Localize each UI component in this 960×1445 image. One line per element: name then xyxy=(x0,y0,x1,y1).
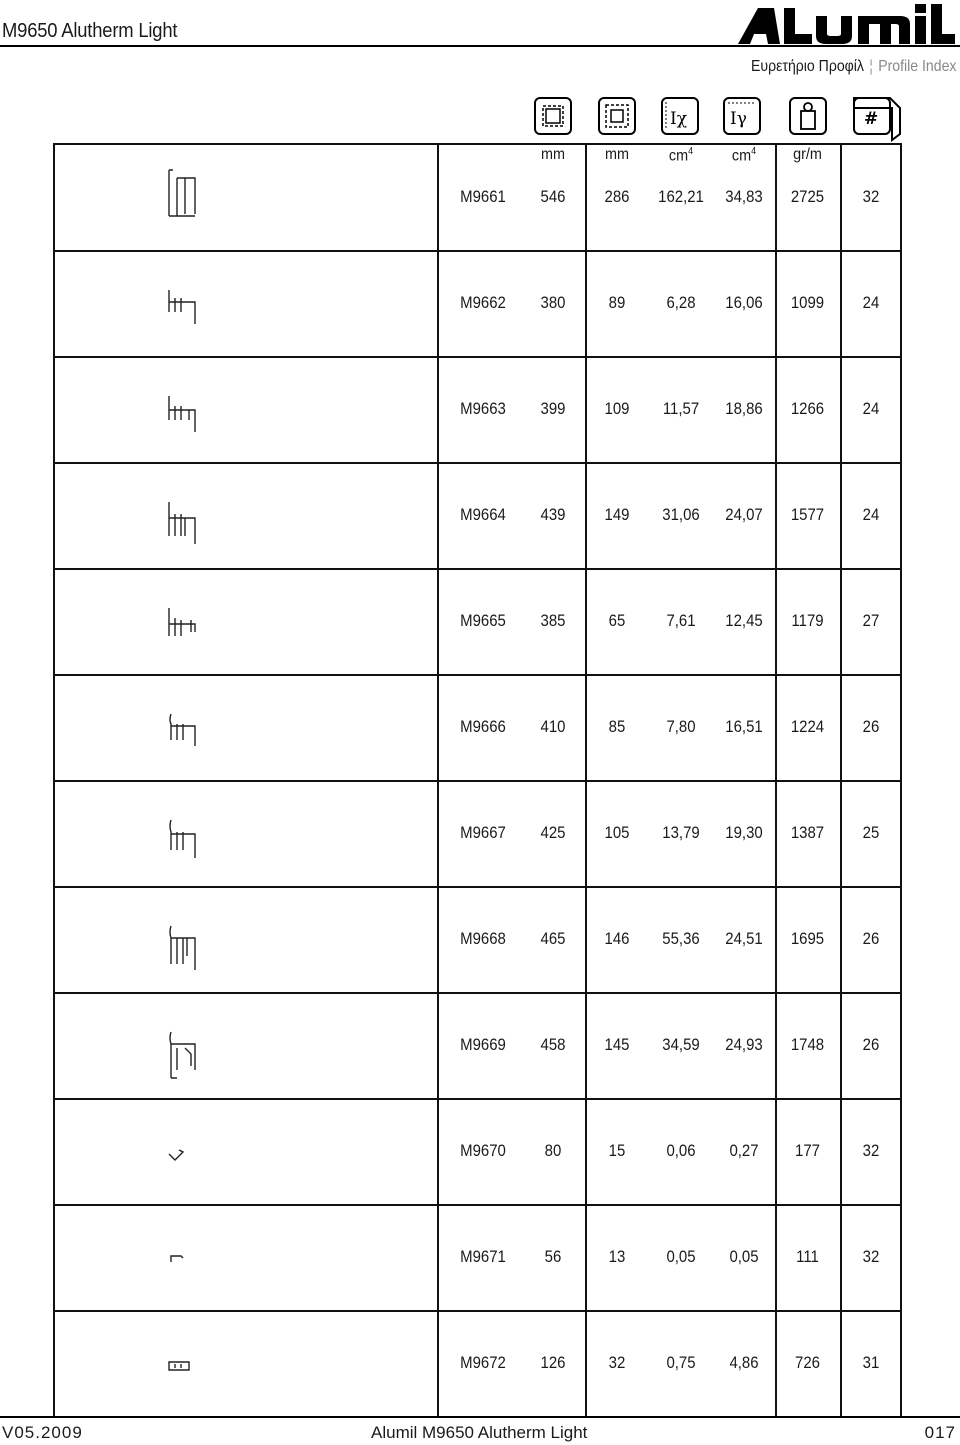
cell-iy: 0,05 xyxy=(729,1247,759,1266)
cell-page: 32 xyxy=(862,187,880,206)
cell-p-in: 15 xyxy=(608,1141,626,1160)
cell-p-out: 56 xyxy=(544,1247,562,1266)
cell-iy: 24,51 xyxy=(725,929,763,948)
cell-p-in: 149 xyxy=(604,505,630,524)
cell-code: M9666 xyxy=(460,717,506,736)
cell-p-in: 32 xyxy=(608,1353,626,1372)
cell-weight: 1266 xyxy=(790,399,825,418)
cell-ix: 6,28 xyxy=(666,293,696,312)
profile-sketch xyxy=(160,1026,210,1086)
cell-code: M9664 xyxy=(460,505,506,524)
cell-code: M9662 xyxy=(460,293,506,312)
profile-sketch xyxy=(160,1344,210,1404)
cell-p-out: 425 xyxy=(540,823,566,842)
cell-iy: 18,86 xyxy=(725,399,763,418)
table-row xyxy=(0,886,960,992)
table-row xyxy=(0,1098,960,1204)
table-row xyxy=(0,462,960,568)
cell-page: 25 xyxy=(862,823,880,842)
alumil-logo xyxy=(734,2,956,46)
profile-sketch xyxy=(160,390,210,450)
cell-weight: 1748 xyxy=(790,1035,825,1054)
profile-sketch xyxy=(160,920,210,980)
cell-p-in: 109 xyxy=(604,399,630,418)
cell-code: M9663 xyxy=(460,399,506,418)
cell-p-in: 105 xyxy=(604,823,630,842)
cell-p-out: 546 xyxy=(540,187,566,206)
cell-p-in: 89 xyxy=(608,293,626,312)
header-rule xyxy=(0,45,960,47)
cell-weight: 1695 xyxy=(790,929,825,948)
svg-text:Iγ: Iγ xyxy=(730,109,747,129)
profile-sketch xyxy=(160,164,210,224)
cell-iy: 24,93 xyxy=(725,1035,763,1054)
profile-sketch xyxy=(160,602,210,662)
unit-outer-perimeter: mm xyxy=(541,146,565,163)
cell-p-in: 286 xyxy=(604,187,630,206)
cell-ix: 0,75 xyxy=(666,1353,696,1372)
cell-iy: 16,06 xyxy=(725,293,763,312)
cell-weight: 1179 xyxy=(791,611,824,630)
cell-ix: 7,61 xyxy=(666,611,696,630)
cell-ix: 7,80 xyxy=(666,717,696,736)
cell-p-out: 399 xyxy=(540,399,566,418)
svg-text:Iχ: Iχ xyxy=(670,109,688,129)
subtitle-english: Profile Index xyxy=(877,58,956,75)
cell-code: M9667 xyxy=(460,823,506,842)
cell-page: 26 xyxy=(862,929,880,948)
cell-ix: 162,21 xyxy=(658,187,704,206)
cell-p-in: 145 xyxy=(604,1035,630,1054)
cell-p-in: 85 xyxy=(608,717,626,736)
unit-iy: $cm^4$ xyxy=(731,146,757,165)
table-row xyxy=(0,144,960,250)
cell-ix: 34,59 xyxy=(662,1035,700,1054)
cell-p-out: 410 xyxy=(540,717,566,736)
outer-perimeter-icon xyxy=(533,96,573,136)
cell-code: M9672 xyxy=(460,1353,506,1372)
cell-page: 24 xyxy=(862,399,880,418)
unit-weight: gr/m xyxy=(793,146,822,163)
footer-title: Alumil M9650 Alutherm Light xyxy=(371,1423,588,1442)
cell-page: 26 xyxy=(862,717,880,736)
cell-code: M9661 xyxy=(460,187,506,206)
cell-page: 24 xyxy=(862,293,880,312)
moment-of-inertia-x-icon xyxy=(660,96,700,136)
page-subtitle xyxy=(751,58,956,76)
profile-sketch xyxy=(160,284,210,344)
cell-code: M9670 xyxy=(460,1141,506,1160)
cell-ix: 0,06 xyxy=(666,1141,696,1160)
cell-p-out: 380 xyxy=(540,293,566,312)
cell-code: M9669 xyxy=(460,1035,506,1054)
cell-weight: 1387 xyxy=(790,823,825,842)
cell-page: 32 xyxy=(862,1247,880,1266)
cell-page: 32 xyxy=(862,1141,880,1160)
table-row xyxy=(0,568,960,674)
cell-page: 26 xyxy=(862,1035,880,1054)
table-row xyxy=(0,250,960,356)
profile-sketch xyxy=(160,1132,210,1192)
cell-p-out: 439 xyxy=(540,505,566,524)
cell-p-in: 65 xyxy=(608,611,626,630)
cell-code: M9668 xyxy=(460,929,506,948)
cell-ix: 11,57 xyxy=(662,399,700,418)
subtitle-separator: ¦ xyxy=(868,58,873,75)
cell-weight: 1577 xyxy=(790,505,825,524)
cell-p-in: 13 xyxy=(608,1247,626,1266)
cell-p-out: 465 xyxy=(540,929,566,948)
moment-of-inertia-y-icon xyxy=(722,96,762,136)
column-icons xyxy=(0,96,960,142)
cell-iy: 34,83 xyxy=(725,187,763,206)
cell-iy: 12,45 xyxy=(725,611,763,630)
footer-rule xyxy=(0,1416,960,1418)
cell-code: M9665 xyxy=(460,611,506,630)
subtitle-greek: Ευρετήριο Προφίλ xyxy=(750,58,864,75)
footer-page-number: 017 xyxy=(924,1423,956,1442)
cell-page: 27 xyxy=(862,611,880,630)
cell-iy: 24,07 xyxy=(725,505,763,524)
inner-perimeter-icon xyxy=(597,96,637,136)
cell-ix: 0,05 xyxy=(666,1247,696,1266)
cell-page: 24 xyxy=(862,505,880,524)
cell-p-out: 126 xyxy=(540,1353,566,1372)
cell-ix: 13,79 xyxy=(662,823,700,842)
cell-iy: 16,51 xyxy=(725,717,763,736)
cell-p-out: 80 xyxy=(544,1141,562,1160)
profile-sketch xyxy=(160,1238,210,1298)
unit-inner-perimeter: mm xyxy=(605,146,629,163)
cell-weight: 177 xyxy=(795,1141,820,1160)
cell-code: M9671 xyxy=(460,1247,506,1266)
table-row xyxy=(0,674,960,780)
cell-page: 31 xyxy=(862,1353,880,1372)
table-row xyxy=(0,780,960,886)
cell-p-out: 385 xyxy=(540,611,566,630)
table-row xyxy=(0,1204,960,1310)
cell-weight: 1099 xyxy=(790,293,825,312)
weight-icon xyxy=(788,96,828,136)
cell-iy: 0,27 xyxy=(729,1141,759,1160)
cell-p-out: 458 xyxy=(540,1035,566,1054)
table-row xyxy=(0,356,960,462)
cell-weight: 726 xyxy=(795,1353,820,1372)
cell-iy: 4,86 xyxy=(729,1353,759,1372)
page-number-icon xyxy=(852,96,902,142)
cell-weight: 111 xyxy=(796,1247,819,1266)
cell-iy: 19,30 xyxy=(725,823,763,842)
profile-sketch xyxy=(160,814,210,874)
cell-ix: 31,06 xyxy=(662,505,700,524)
unit-ix: $cm^4$ xyxy=(668,146,694,165)
document-title: M9650 Alutherm Light xyxy=(2,20,178,42)
svg-text:#: # xyxy=(864,109,879,129)
table-row xyxy=(0,1310,960,1416)
profile-sketch xyxy=(160,496,210,556)
footer-version: V05.2009 xyxy=(2,1423,83,1442)
svg-text:alumil: alumil xyxy=(734,2,737,3)
cell-weight: 2725 xyxy=(790,187,825,206)
table-row xyxy=(0,992,960,1098)
profile-sketch xyxy=(160,708,210,768)
cell-p-in: 146 xyxy=(604,929,630,948)
cell-weight: 1224 xyxy=(790,717,825,736)
cell-ix: 55,36 xyxy=(662,929,700,948)
